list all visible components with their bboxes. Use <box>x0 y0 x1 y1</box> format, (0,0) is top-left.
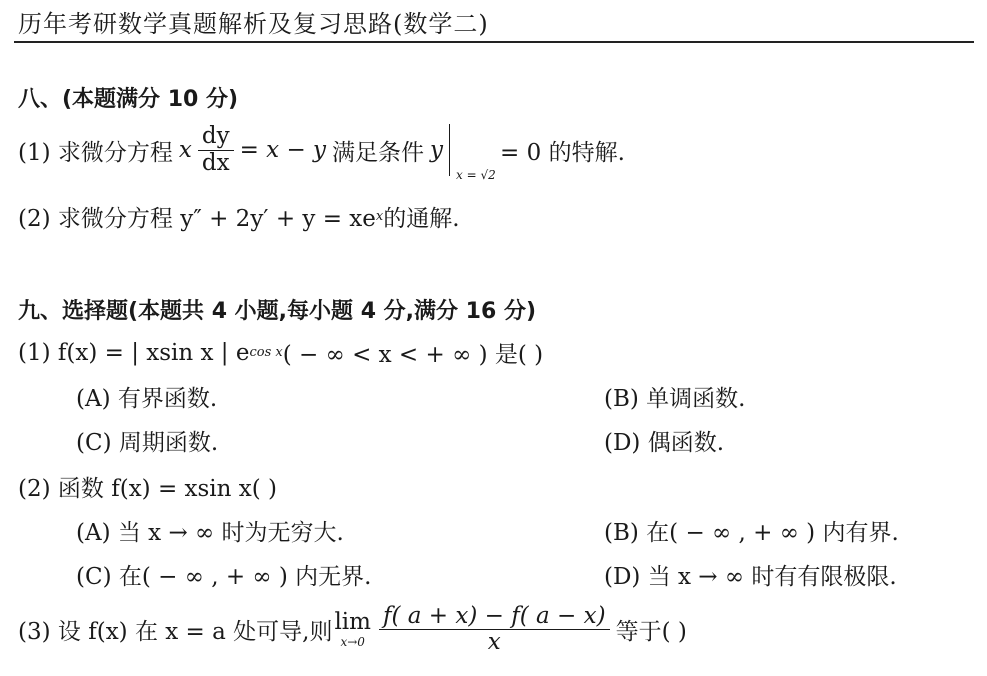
question-9-2: (2) 函数 f(x) = xsin x( ) <box>18 476 278 502</box>
page-header: 历年考研数学真题解析及复习思路(数学二) <box>18 10 489 38</box>
question-9-1 <box>18 336 543 369</box>
q8-2-tail: 的通解. <box>383 206 460 232</box>
dy-numerator: dy <box>198 124 234 150</box>
limit-label: lim <box>334 609 371 636</box>
evaluation-bar <box>449 124 496 182</box>
q8-1-label: (1) 求微分方程 <box>18 139 173 166</box>
q9-2-option-c: (C) 在( − ∞ , + ∞ ) 内无界. <box>76 564 372 590</box>
q9-1-stem: (1) f(x) = | xsin x | e <box>18 339 250 366</box>
q8-2-exponent: x <box>375 209 384 224</box>
difference-denominator: x <box>487 629 501 656</box>
section-9-heading: 九、选择题(本题共 4 小题,每小题 4 分,满分 16 分) <box>18 299 537 324</box>
limit-subscript: x→0 <box>340 635 365 650</box>
q9-1-option-c: (C) 周期函数. <box>76 430 219 456</box>
dx-denominator: dx <box>201 149 230 176</box>
q8-1-y: y <box>430 137 444 163</box>
dy-dx-fraction <box>198 124 234 176</box>
q9-1-option-d: (D) 偶函数. <box>604 430 725 456</box>
q9-2-option-a: (A) 当 x → ∞ 时为无穷大. <box>76 520 344 546</box>
q9-1-option-a: (A) 有界函数. <box>76 386 218 412</box>
q9-1-stem-tail: ( − ∞ < x < + ∞ ) 是( ) <box>282 342 544 368</box>
q8-1-tail: = 0 的特解. <box>500 139 625 166</box>
q9-3-stem: (3) 设 f(x) 在 x = a 处可导,则 <box>18 619 333 646</box>
question-8-2 <box>18 200 460 233</box>
q9-1-exponent: cos x <box>249 345 283 360</box>
limit-operator <box>334 611 371 648</box>
difference-numerator: f( a + x) − f( a − x) <box>379 604 610 630</box>
q8-1-x: x <box>178 137 192 163</box>
header-rule <box>14 41 974 43</box>
section-8-heading: 八、(本题满分 10 分) <box>18 87 239 112</box>
q9-2-option-b: (B) 在( − ∞ , + ∞ ) 内有界. <box>604 520 899 546</box>
q9-3-tail: 等于( ) <box>615 619 687 646</box>
q9-2-option-d: (D) 当 x → ∞ 时有有限极限. <box>604 564 897 590</box>
difference-quotient <box>379 604 610 656</box>
evaluation-subscript: x = √2 <box>456 168 496 182</box>
question-8-1 <box>18 123 625 182</box>
q8-1-rhs: = x − y <box>239 137 327 163</box>
q9-1-option-b: (B) 单调函数. <box>604 386 746 412</box>
q8-2-text: (2) 求微分方程 y″ + 2y′ + y = xe <box>18 206 376 232</box>
question-9-3 <box>18 604 687 656</box>
q8-1-cond: 满足条件 <box>332 139 425 166</box>
